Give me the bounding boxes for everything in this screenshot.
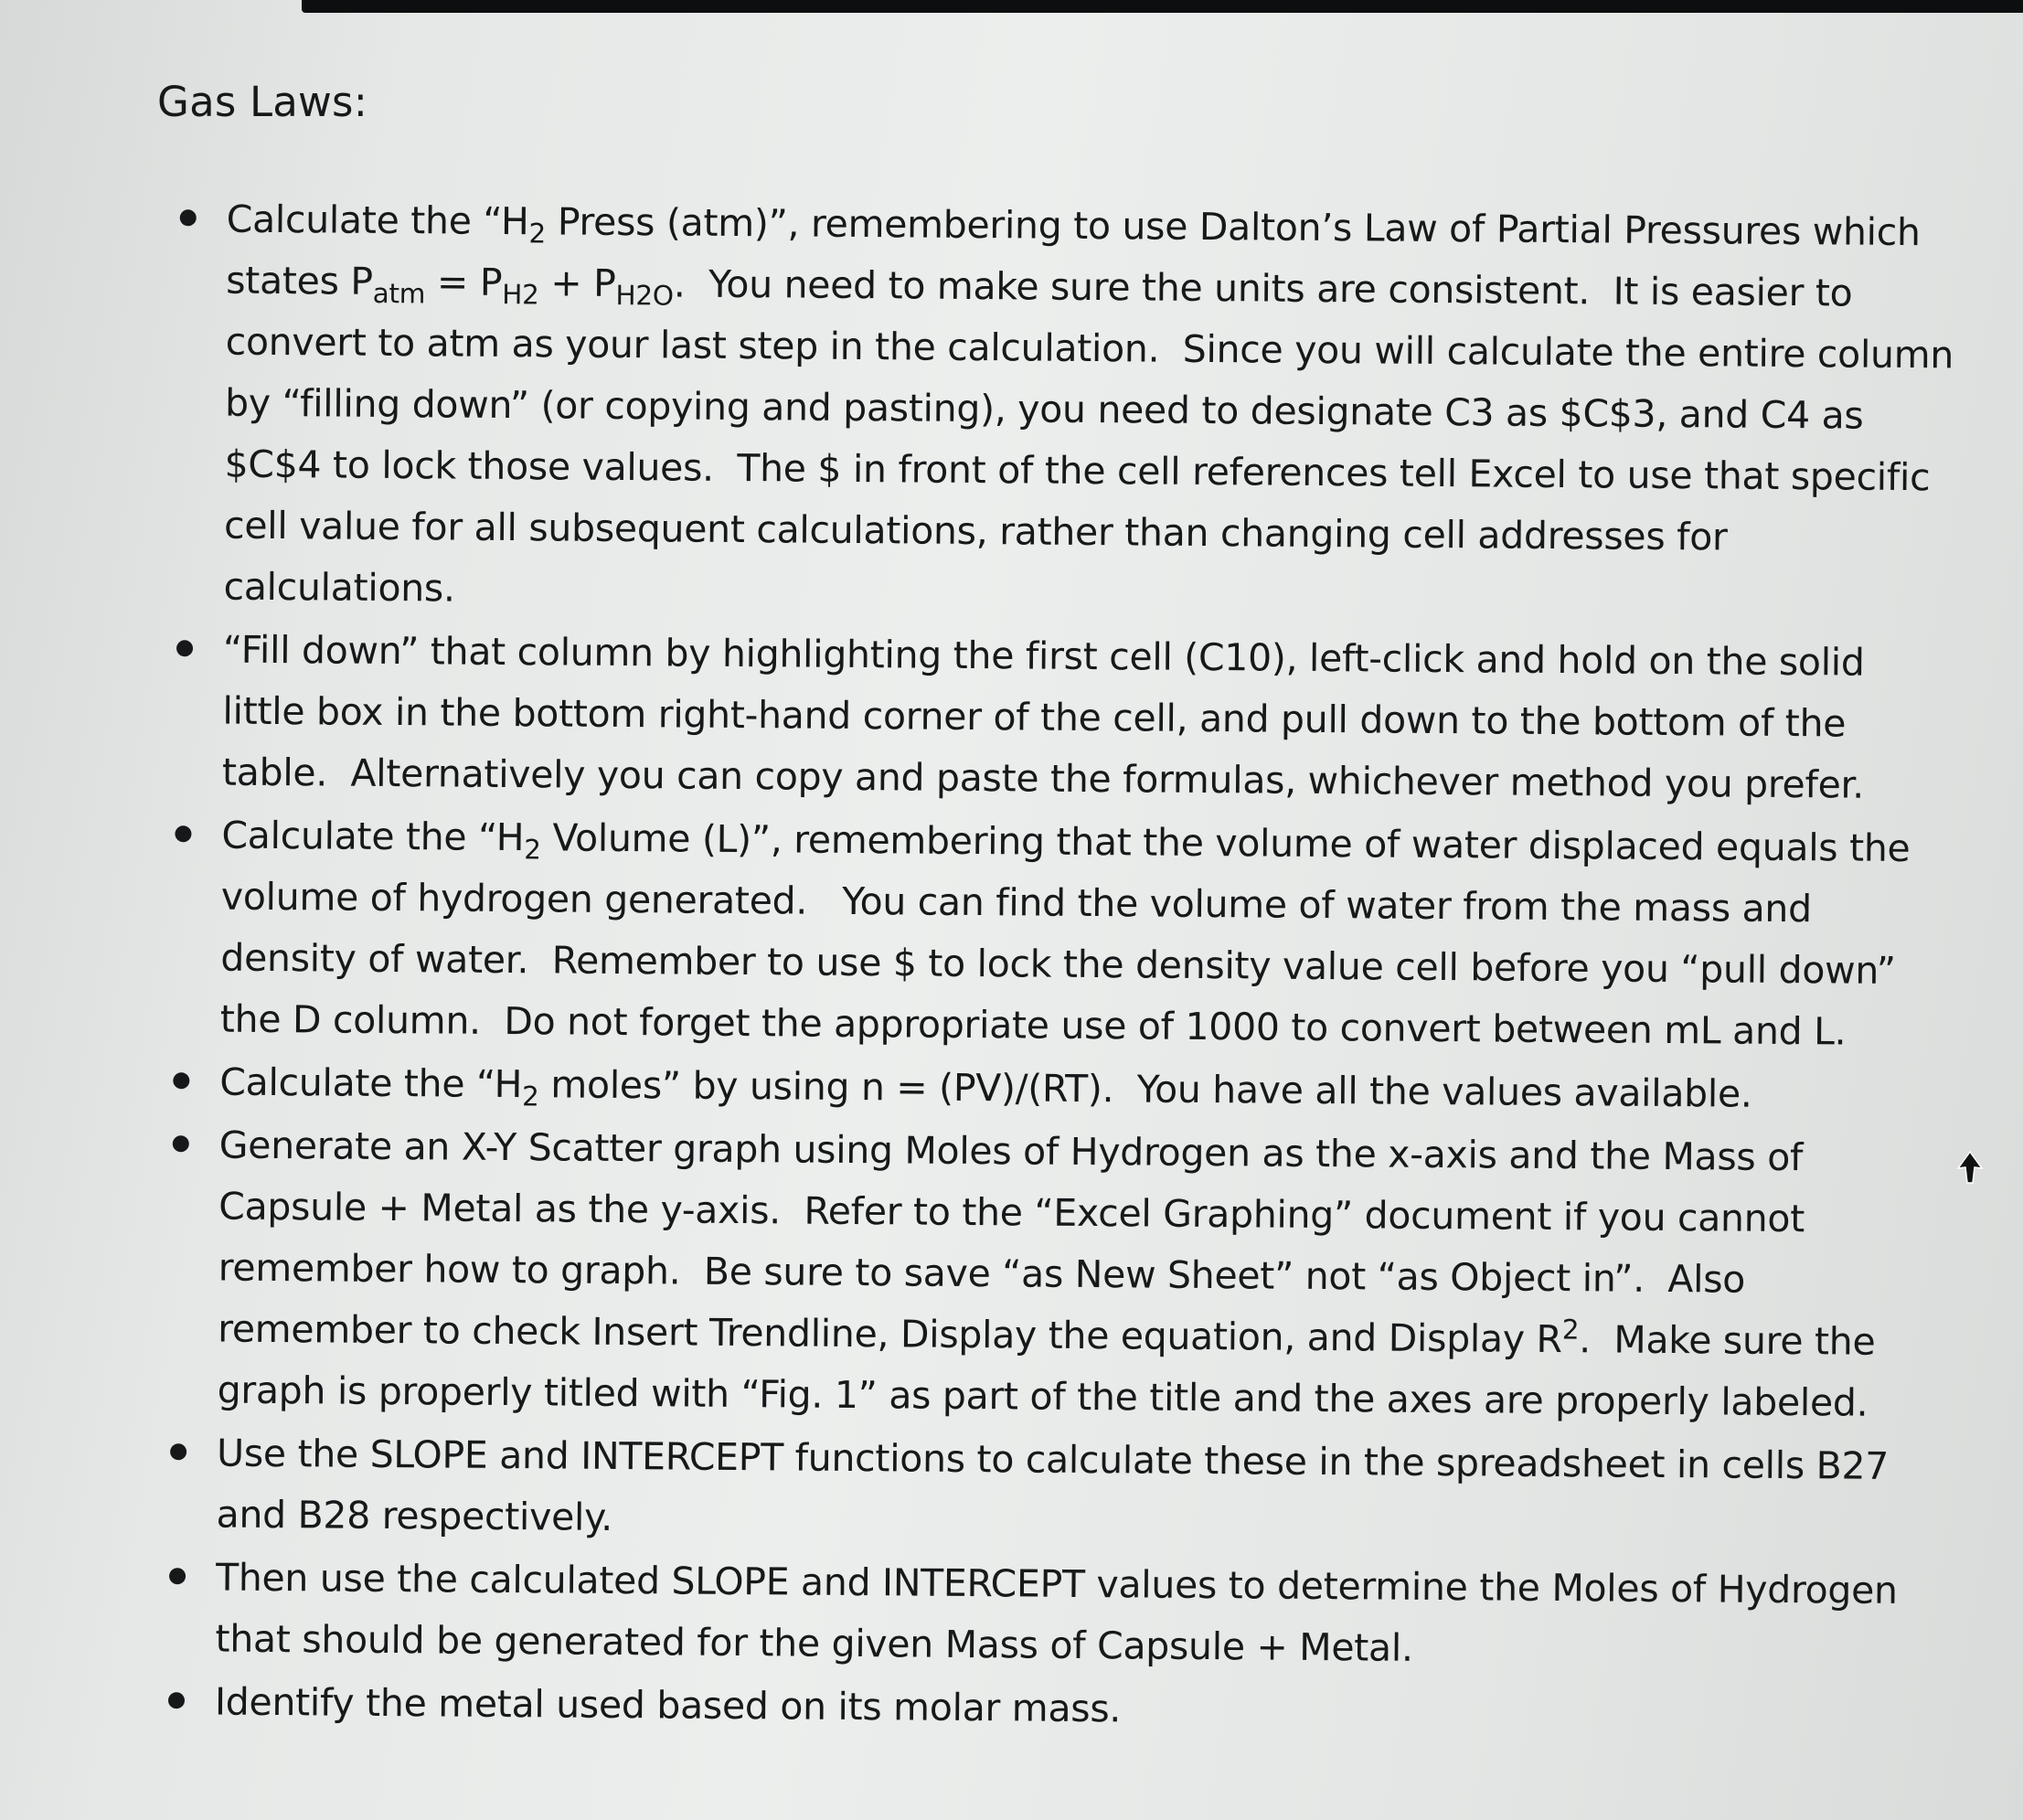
text-run: . Make sure the graph is properly titled with “Fig. 1” as part of the title and the axes are properly labeled. xyxy=(217,1317,1888,1425)
subscript-run: 2 xyxy=(521,1080,539,1112)
list-item xyxy=(145,1547,1947,1683)
text-run: Calculate the “H xyxy=(221,813,525,860)
list-item xyxy=(154,188,1965,631)
text-run: Calculate the “H xyxy=(219,1059,523,1107)
text-run: + P xyxy=(538,261,616,305)
text-run: Calculate the “H xyxy=(226,197,529,244)
subscript-run: H2O xyxy=(615,280,674,312)
text-run: Then use the calculated SLOPE and INTERCEPT values to determine the Moles of Hydrogen that should be generated for the given Mass of Capsule + Metal. xyxy=(215,1555,1910,1670)
subscript-run: 2 xyxy=(528,218,547,250)
text-run: Generate an X-Y Scatter graph using Moles of Hydrogen as the x-axis and the Mass of Capsule + Metal as the y-axis. Refer to the “Excel Graphing” document if you cannot remember how to graph. Be sure to save “as New Sheet” not “as Object in”. Also remember to check Insert Trendline, Display the equation, and Display R xyxy=(218,1123,1816,1362)
bullet-dot-icon xyxy=(176,640,193,656)
bullet-dot-icon xyxy=(173,1072,189,1089)
text-run: Volume (L)”, remembering that the volume of water displaced equals the volume of hydrogen generated. You can find the volume of water from the mass and density of water. Remember to use $ to lock the density value cell before you “pull down” the D column. Do not forget the appropriate use of 1000 to convert between mL and L. xyxy=(219,815,1922,1054)
list-item xyxy=(145,1671,1946,1746)
list-item xyxy=(147,1114,1951,1434)
text-run: moles” by using n = (PV)/(RT). You have all the values available. xyxy=(538,1062,1752,1116)
list-item xyxy=(153,619,1955,816)
screen-bezel xyxy=(302,0,2023,13)
bullet-dot-icon xyxy=(169,1568,186,1584)
instruction-list xyxy=(145,188,1965,1746)
bullet-dot-icon xyxy=(168,1692,185,1708)
supscript-run: 2 xyxy=(1561,1314,1580,1346)
text-run: Press (atm)”, remembering to use Dalton’s Law of Partial Pressures which states P xyxy=(226,199,1932,303)
subscript-run: 2 xyxy=(524,834,541,866)
bullet-dot-icon xyxy=(173,1135,189,1152)
list-item xyxy=(146,1422,1948,1559)
text-run: = P xyxy=(425,260,503,304)
mouse-cursor-icon xyxy=(1956,1150,1984,1187)
subscript-run: atm xyxy=(372,278,426,310)
document-page xyxy=(157,75,1967,1793)
page-title: Gas Laws: xyxy=(157,78,368,126)
bullet-dot-icon xyxy=(170,1443,186,1460)
text-run: . You need to make sure the units are consistent. It is easier to convert to atm as your last step in the calculation. Since you will calculate the entire column by “filling down” (or copying and pasting), you need to designate C3 as $C$3, and C4 as $C$4 to lock those values. The $ in front of the cell references tell Excel to use that specific cell value for all subsequent calculations, rather than changing cell addresses for calculations. xyxy=(223,261,1965,611)
text-run: Use the SLOPE and INTERCEPT functions to calculate these in the spreadsheet in cells B27 and B28 respectively. xyxy=(216,1431,1901,1539)
subscript-run: H2 xyxy=(502,279,539,311)
bullet-dot-icon xyxy=(175,825,191,842)
list-item xyxy=(151,804,1954,1063)
bullet-dot-icon xyxy=(180,209,197,226)
text-run: Identify the metal used based on its molar mass. xyxy=(214,1679,1122,1731)
list-item xyxy=(150,1051,1951,1126)
text-run: “Fill down” that column by highlighting the first cell (C10), left-click and hold on the solid little box in the bottom right-hand corner of the cell, and pull down to the bottom of the table. Alternatively you can copy and paste the formulas, whichever method you prefer. xyxy=(221,627,1877,807)
